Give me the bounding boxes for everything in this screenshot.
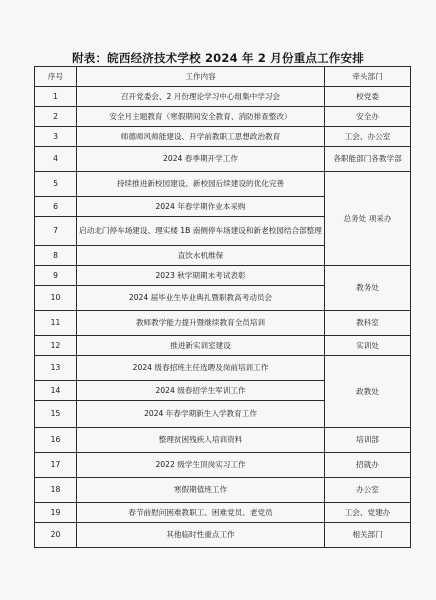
table-row [35, 127, 411, 147]
table-row [35, 266, 411, 286]
lead-department: 工会、办公室 [325, 127, 411, 147]
header-no: 序号 [35, 67, 77, 87]
work-content: 师德师风师能建设、开学前教职工思想政治教育 [77, 127, 325, 147]
row-number: 11 [35, 311, 77, 336]
row-number: 2 [35, 107, 77, 127]
lead-department: 政教处 [325, 356, 411, 428]
work-content: 2024 届毕业生毕业典礼暨职教高考动员会 [77, 286, 325, 311]
row-number: 15 [35, 401, 77, 428]
lead-department: 培训部 [325, 428, 411, 453]
lead-department: 办公室 [325, 478, 411, 503]
row-number: 17 [35, 453, 77, 478]
table-row [35, 503, 411, 523]
work-content: 安全月主题教育（寒假期间安全教育、消防排查整改） [77, 107, 325, 127]
row-number: 7 [35, 217, 77, 246]
work-content: 2024 春季期开学工作 [77, 147, 325, 172]
work-content: 持续推进新校园建设、新校园后续建设的优化完善 [77, 172, 325, 197]
row-number: 8 [35, 246, 77, 266]
work-content: 2024 年春学期新生入学教育工作 [77, 401, 325, 428]
work-content: 其他临时性重点工作 [77, 523, 325, 548]
row-number: 5 [35, 172, 77, 197]
row-number: 13 [35, 356, 77, 381]
table-row [35, 453, 411, 478]
table-row [35, 428, 411, 453]
work-content: 整理贫困残疾人培训资料 [77, 428, 325, 453]
lead-department: 工会、党建办 [325, 503, 411, 523]
work-content: 2023 秋学期期末考试表彰 [77, 266, 325, 286]
table-row [35, 107, 411, 127]
lead-department: 实训处 [325, 336, 411, 356]
work-content: 寒假期值班工作 [77, 478, 325, 503]
table-row [35, 523, 411, 548]
row-number: 10 [35, 286, 77, 311]
work-content: 召开党委会、2 月份理论学习中心组集中学习会 [77, 87, 325, 107]
row-number: 4 [35, 147, 77, 172]
row-number: 3 [35, 127, 77, 147]
work-plan-table [34, 66, 411, 548]
table-row [35, 87, 411, 107]
table-row [35, 311, 411, 336]
lead-department: 教务处 [325, 266, 411, 311]
row-number: 12 [35, 336, 77, 356]
lead-department: 校党委 [325, 87, 411, 107]
lead-department: 招就办 [325, 453, 411, 478]
table-row [35, 172, 411, 197]
work-content: 启动北门停车场建设、理实楼 1B 南侧停车场建设和新老校园结合部整理 [77, 217, 325, 246]
work-content: 教师教学能力提升暨继续教育全员培训 [77, 311, 325, 336]
lead-department: 各职能部门各教学部 [325, 147, 411, 172]
work-content: 2024 级春招班主任选聘及岗前培训工作 [77, 356, 325, 381]
row-number: 1 [35, 87, 77, 107]
row-number: 20 [35, 523, 77, 548]
table-row [35, 336, 411, 356]
row-number: 6 [35, 197, 77, 217]
row-number: 14 [35, 381, 77, 401]
row-number: 19 [35, 503, 77, 523]
lead-department: 安全办 [325, 107, 411, 127]
lead-department: 教科室 [325, 311, 411, 336]
work-content: 2024 级春招学生军训工作 [77, 381, 325, 401]
table-row [35, 478, 411, 503]
header-dept: 牵头部门 [325, 67, 411, 87]
table-header-row [35, 67, 411, 87]
row-number: 16 [35, 428, 77, 453]
row-number: 18 [35, 478, 77, 503]
work-content: 2024 年春学期作业本采购 [77, 197, 325, 217]
work-content: 春节前慰问困难教职工、困难党员、老党员 [77, 503, 325, 523]
work-content: 直饮水机维保 [77, 246, 325, 266]
lead-department: 总务处 项采办 [325, 172, 411, 266]
work-content: 推进新实训室建设 [77, 336, 325, 356]
lead-department: 相关部门 [325, 523, 411, 548]
document-title: 附表：皖西经济技术学校 2024 年 2 月份重点工作安排 [72, 51, 364, 65]
header-content: 工作内容 [77, 67, 325, 87]
table-row [35, 147, 411, 172]
table-row [35, 356, 411, 381]
work-content: 2022 级学生顶岗实习工作 [77, 453, 325, 478]
row-number: 9 [35, 266, 77, 286]
